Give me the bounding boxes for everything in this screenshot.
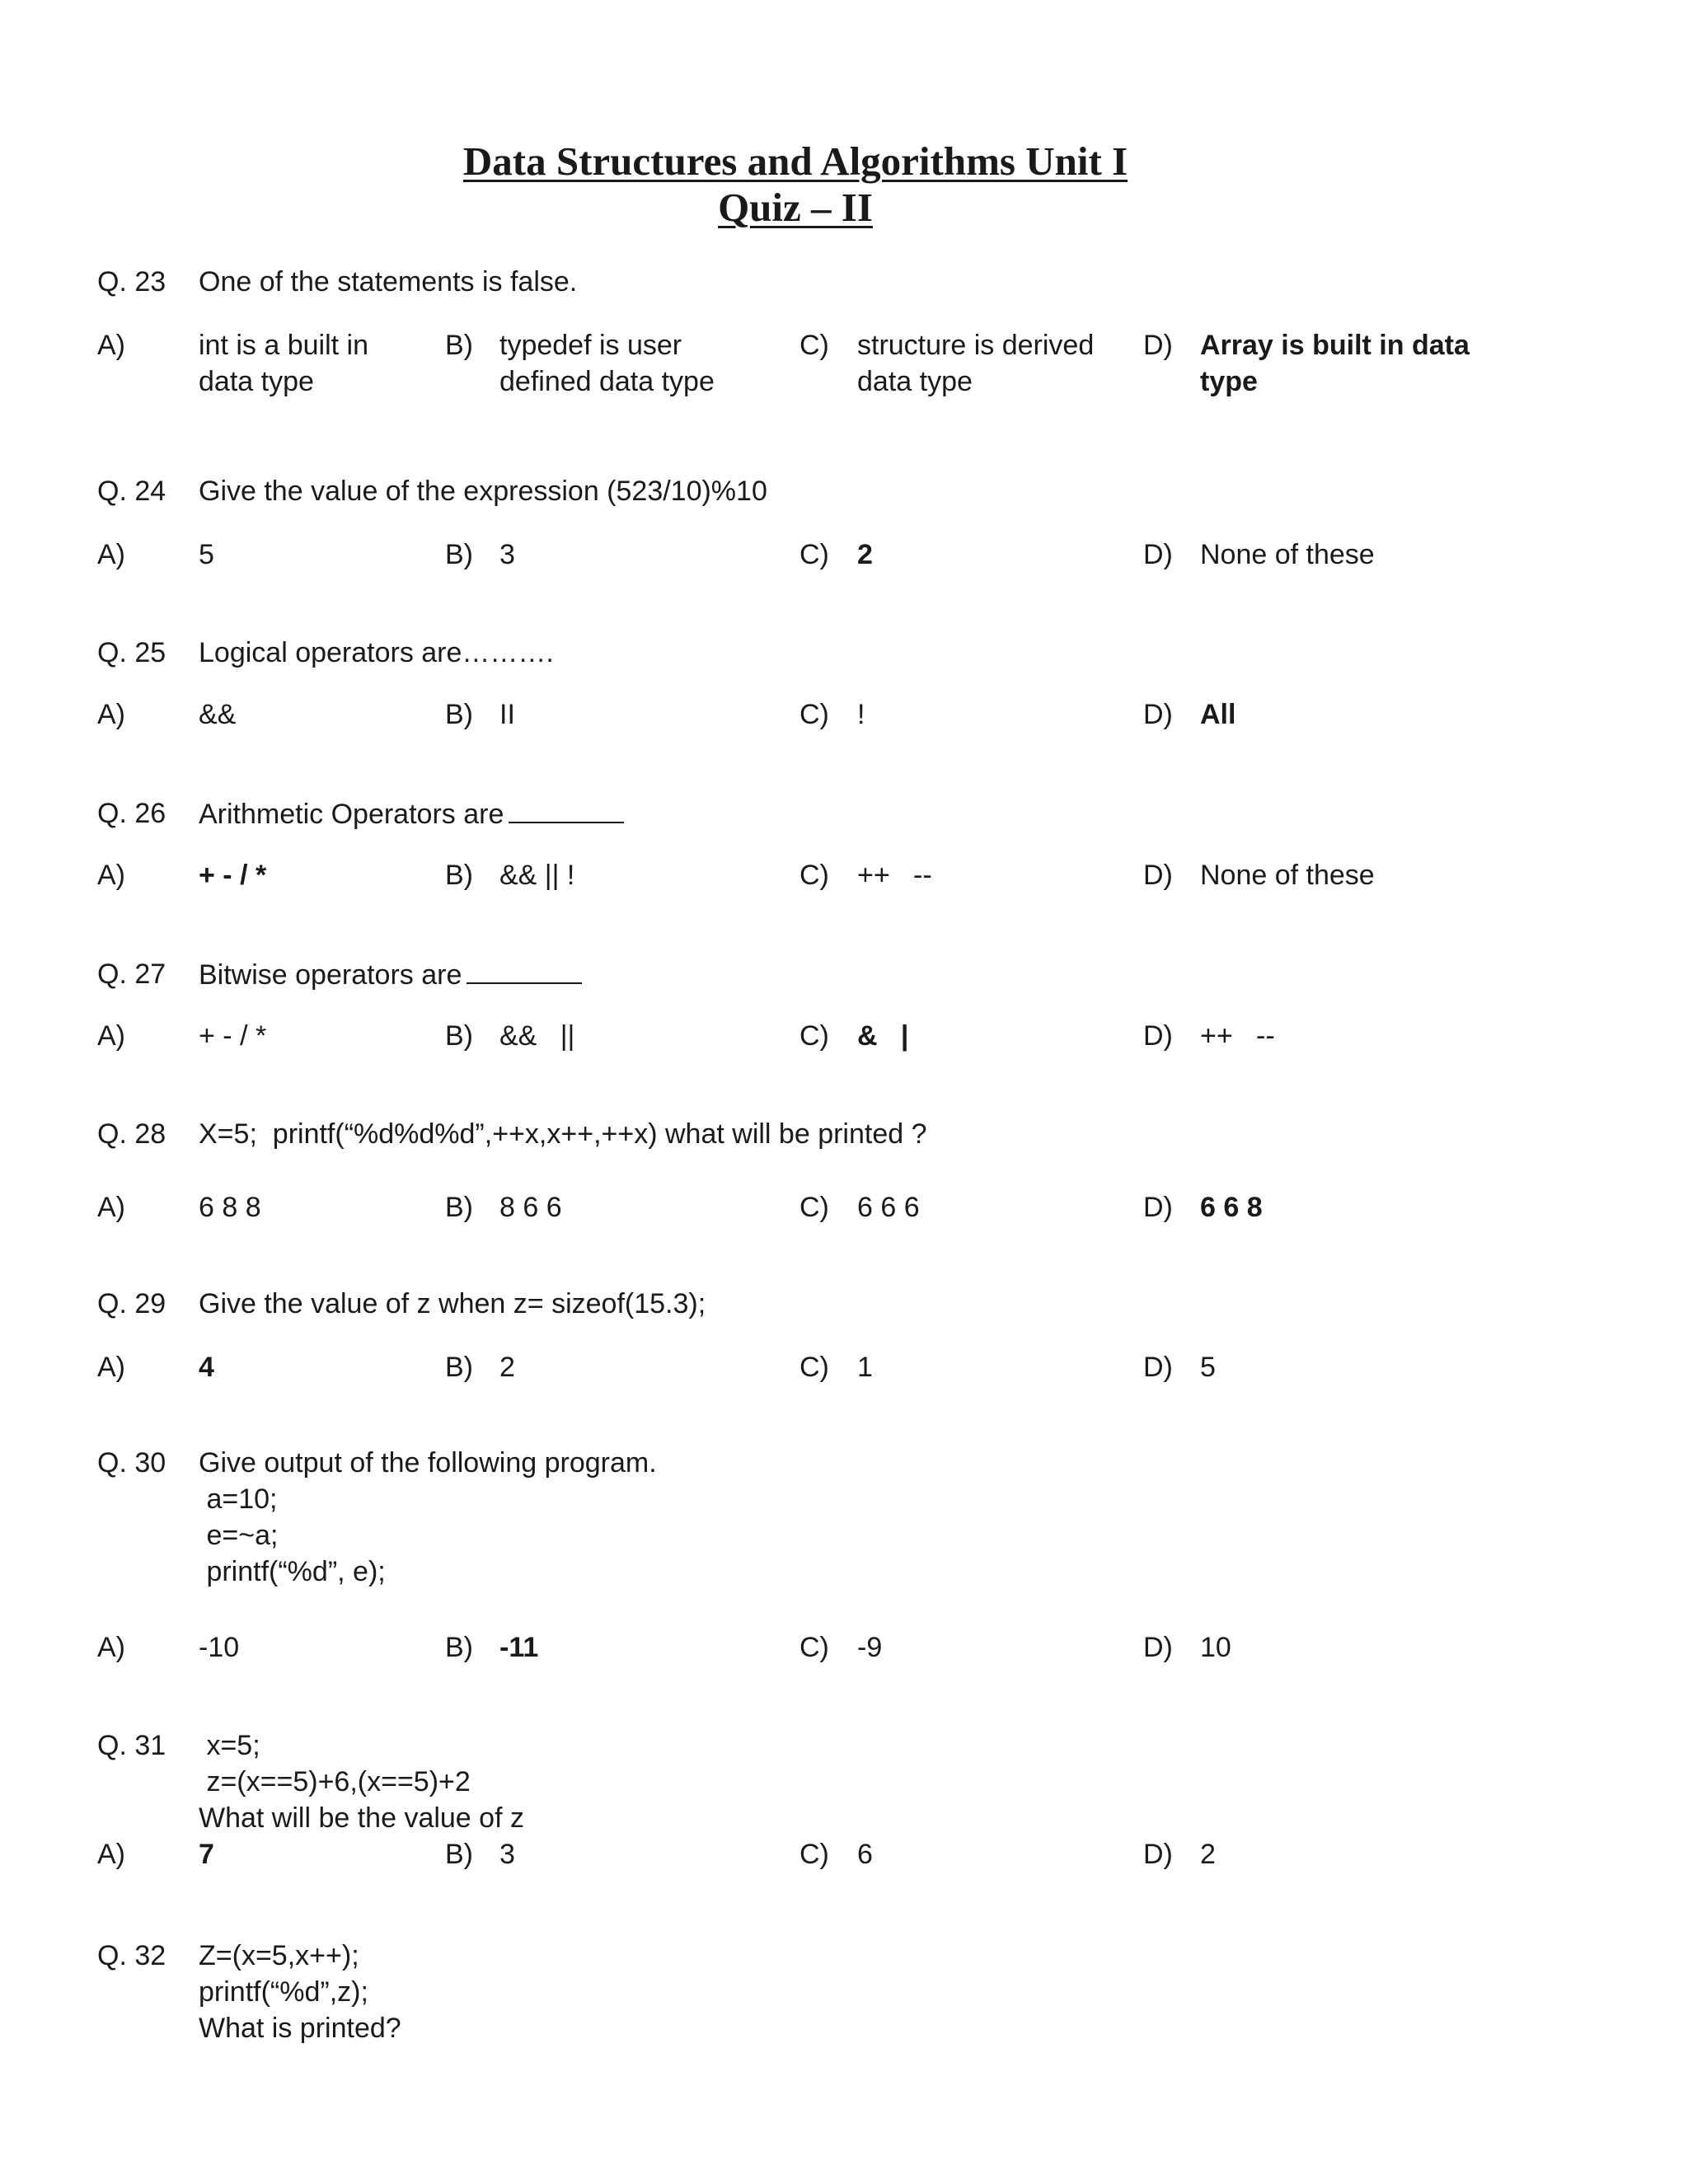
question-text: Bitwise operators are [199, 959, 462, 991]
option-label: D) [1143, 1839, 1173, 1870]
code-line: What is printed? [199, 2013, 401, 2044]
option-label: D) [1143, 539, 1173, 570]
option-label: A) [97, 1352, 125, 1383]
option-text-answer: + - / * [199, 860, 267, 891]
option-label: D) [1143, 1352, 1173, 1383]
option-text: 6 [857, 1839, 873, 1870]
option-text: ! [857, 699, 865, 730]
option-label: C) [799, 1020, 829, 1052]
option-label: B) [445, 539, 473, 570]
question-text: Give the value of the expression (523/10)%10 [199, 476, 767, 507]
option-label: A) [97, 330, 125, 361]
option-label: C) [799, 1192, 829, 1223]
option-label: C) [799, 860, 829, 891]
option-text: int is a built in data type [199, 330, 368, 397]
option-label: A) [97, 1839, 125, 1870]
option-label: B) [445, 699, 473, 730]
code-line: x=5; [199, 1730, 260, 1761]
code-line: e=~a; [199, 1520, 279, 1551]
option-label: A) [97, 1020, 125, 1052]
option-text: -10 [199, 1632, 240, 1663]
option-label: B) [445, 1192, 473, 1223]
option-text: 6 6 6 [857, 1192, 920, 1223]
option-text-answer: 4 [199, 1352, 214, 1383]
question-text: X=5; printf(“%d%d%d”,++x,x++,++x) what will be printed ? [199, 1118, 927, 1150]
question-number: Q. 23 [97, 266, 166, 298]
option-label: D) [1143, 860, 1173, 891]
option-label: D) [1143, 1632, 1173, 1663]
option-label: D) [1143, 699, 1173, 730]
option-label: B) [445, 1020, 473, 1052]
question-text: Give the value of z when z= sizeof(15.3); [199, 1288, 706, 1319]
option-text: && || [499, 1020, 575, 1052]
option-label: A) [97, 1632, 125, 1663]
code-line: a=10; [199, 1483, 278, 1515]
option-label: C) [799, 699, 829, 730]
option-text: 6 8 8 [199, 1192, 261, 1223]
option-text-answer: & | [857, 1020, 909, 1052]
option-label: C) [799, 1839, 829, 1870]
code-line: printf(“%d”, e); [199, 1556, 386, 1587]
option-label: B) [445, 1839, 473, 1870]
option-label: A) [97, 1192, 125, 1223]
option-text: 5 [199, 539, 214, 570]
option-label: B) [445, 1352, 473, 1383]
option-label: B) [445, 860, 473, 891]
question-number: Q. 31 [97, 1730, 166, 1761]
question-number: Q. 24 [97, 476, 166, 507]
question-text: Arithmetic Operators are [199, 799, 504, 830]
option-text: 8 6 6 [499, 1192, 562, 1223]
option-label: B) [445, 1632, 473, 1663]
option-text: typedef is user defined data type [499, 330, 715, 397]
option-text: II [499, 699, 515, 730]
answer-blank [467, 956, 582, 984]
question-text: Give output of the following program. [199, 1447, 657, 1479]
option-label: C) [799, 1632, 829, 1663]
option-label: A) [97, 860, 125, 891]
question-text-line [199, 795, 624, 832]
option-text-answer: 7 [199, 1839, 214, 1870]
option-text: && || ! [499, 860, 575, 891]
option-text: None of these [1200, 860, 1375, 891]
option-text: ++ -- [857, 860, 932, 891]
question-number: Q. 30 [97, 1447, 166, 1479]
question-number: Q. 27 [97, 958, 166, 990]
option-label: C) [799, 330, 829, 361]
option-label: A) [97, 539, 125, 570]
option-text: 5 [1200, 1352, 1216, 1383]
option-label: B) [445, 330, 473, 361]
option-text-answer: All [1200, 699, 1236, 730]
option-text: None of these [1200, 539, 1375, 570]
code-line: printf(“%d”,z); [199, 1976, 368, 2008]
option-text: && [199, 699, 237, 730]
option-text: 2 [499, 1352, 515, 1383]
option-label: D) [1143, 1192, 1173, 1223]
option-label: D) [1143, 1020, 1173, 1052]
question-text: Logical operators are………. [199, 637, 554, 668]
option-text: 3 [499, 1839, 515, 1870]
answer-blank [509, 795, 624, 823]
option-label: C) [799, 539, 829, 570]
option-text: 3 [499, 539, 515, 570]
option-text-answer: 2 [857, 539, 873, 570]
option-text-answer: Array is built in data type [1200, 330, 1470, 397]
option-text: 2 [1200, 1839, 1216, 1870]
option-text-answer: -11 [499, 1632, 539, 1663]
question-number: Q. 26 [97, 798, 166, 829]
option-label: C) [799, 1352, 829, 1383]
document-title: Data Structures and Algorithms Unit I [462, 138, 1128, 184]
option-text: structure is derived data type [857, 330, 1095, 397]
document-subtitle: Quiz – II [718, 185, 873, 230]
option-label: A) [97, 699, 125, 730]
code-line: Z=(x=5,x++); [199, 1940, 359, 1971]
question-text: One of the statements is false. [199, 266, 578, 298]
option-label: D) [1143, 330, 1173, 361]
question-number: Q. 32 [97, 1940, 166, 1971]
option-text: 10 [1200, 1632, 1231, 1663]
code-line: What will be the value of z [199, 1802, 524, 1834]
option-text: -9 [857, 1632, 883, 1663]
question-number: Q. 25 [97, 637, 166, 668]
question-text-line [199, 956, 582, 993]
option-text: ++ -- [1200, 1020, 1275, 1052]
question-number: Q. 28 [97, 1118, 166, 1150]
option-text-answer: 6 6 8 [1200, 1192, 1263, 1223]
option-text: 1 [857, 1352, 873, 1383]
option-text: + - / * [199, 1020, 267, 1052]
question-number: Q. 29 [97, 1288, 166, 1319]
code-line: z=(x==5)+6,(x==5)+2 [199, 1766, 471, 1797]
